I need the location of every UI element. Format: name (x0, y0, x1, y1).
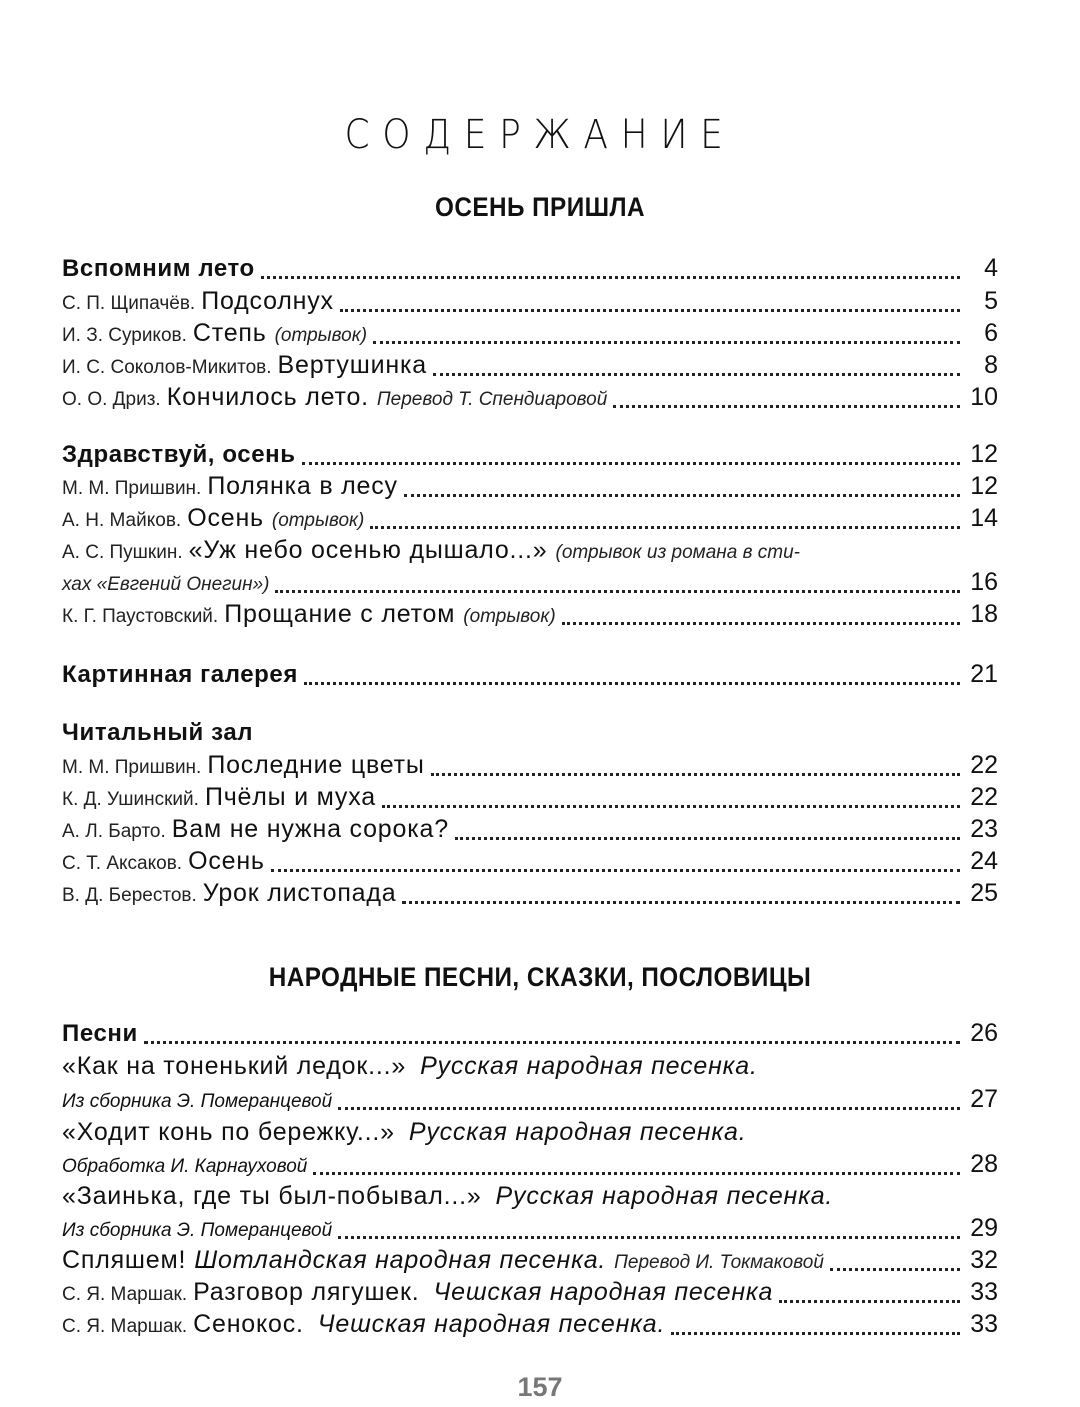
page-ref: 4 (984, 254, 998, 282)
page-ref: 22 (970, 751, 998, 779)
entry-title: Осень (187, 504, 264, 532)
page-ref: 10 (970, 383, 998, 411)
group-heading: Песни (62, 1020, 138, 1047)
page-ref: 22 (970, 783, 998, 811)
toc-entry[interactable] (62, 1118, 998, 1150)
toc-entry[interactable] (62, 815, 998, 847)
page-ref: 33 (970, 1310, 998, 1338)
entry-type: Русская народная песенка. (408, 1118, 747, 1146)
dot-leader (144, 1040, 960, 1044)
entry-note: Перевод Т. Спендиаровой (376, 389, 608, 410)
group-heading: Картинная галерея (62, 661, 298, 688)
dot-leader (562, 621, 960, 625)
page-ref: 33 (970, 1278, 998, 1306)
entry-title: Вертушинка (277, 351, 427, 379)
toc-entry[interactable] (62, 600, 998, 632)
toc-entry[interactable] (62, 319, 998, 351)
group-heading: Читальный зал (62, 719, 254, 746)
page-ref: 14 (970, 504, 998, 532)
entry-author: С. Т. Аксаков. (62, 853, 183, 874)
page-ref: 25 (970, 879, 998, 907)
dot-leader (261, 275, 960, 279)
entry-author: С. П. Щипачёв. (62, 293, 196, 314)
toc-entry-source[interactable] (62, 1085, 998, 1117)
dot-leader (313, 1171, 960, 1175)
page-ref: 23 (970, 815, 998, 843)
toc-heading-reading-room[interactable] (62, 719, 998, 751)
entry-title: Вам не нужна сорока? (171, 815, 449, 843)
entry-title: «Заинька, где ты был-побывал...» (62, 1182, 482, 1210)
entry-type: Шотландская народная песенка. (194, 1246, 607, 1274)
page-ref: 12 (970, 472, 998, 500)
entry-author: С. Я. Маршак. (62, 1284, 188, 1305)
entry-title: Спляшем! (62, 1246, 187, 1274)
entry-author: А. С. Пушкин. (62, 542, 183, 563)
toc-heading-picture-gallery[interactable] (62, 660, 998, 692)
dot-leader (373, 340, 960, 344)
dot-leader (431, 772, 960, 776)
toc-heading-songs[interactable] (62, 1019, 998, 1051)
page-title: СОДЕРЖАНИЕ (344, 112, 736, 158)
entry-title: Осень (188, 847, 265, 875)
toc-entry[interactable] (62, 472, 998, 504)
toc-entry-source[interactable] (62, 1214, 998, 1246)
toc-entry[interactable] (62, 1278, 998, 1310)
entry-author: С. Я. Маршак. (62, 1316, 188, 1337)
toc-heading-hello-autumn[interactable] (62, 440, 998, 472)
entry-title: Прощание с летом (224, 600, 456, 628)
page-ref: 18 (970, 600, 998, 628)
dot-leader (382, 804, 960, 808)
entry-type: Чешская народная песенка (433, 1278, 774, 1306)
toc-entry[interactable] (62, 879, 998, 911)
entry-author: И. З. Суриков. (62, 325, 187, 346)
dot-leader (304, 681, 960, 685)
page-ref: 6 (984, 319, 998, 347)
dot-leader (340, 308, 960, 312)
page-ref: 12 (970, 440, 998, 468)
page-ref: 5 (984, 287, 998, 315)
dot-leader (404, 493, 960, 497)
entry-author: М. М. Пришвин. (62, 757, 202, 778)
dot-leader (338, 1235, 960, 1239)
entry-title: «Уж небо осенью дышало...» (188, 536, 548, 564)
toc-entry[interactable] (62, 536, 998, 568)
entry-author: К. Г. Паустовский. (62, 606, 219, 627)
entry-title: Подсолнух (201, 287, 334, 315)
dot-leader (302, 461, 960, 465)
toc-entry[interactable] (62, 783, 998, 815)
toc-entry[interactable] (62, 287, 998, 319)
dot-leader (455, 836, 960, 840)
entry-type: Русская народная песенка. (495, 1182, 834, 1210)
page-ref: 32 (970, 1246, 998, 1274)
page-ref: 27 (970, 1085, 998, 1113)
toc-entry[interactable] (62, 1052, 998, 1084)
entry-title: Кончилось лето. (166, 383, 369, 411)
entry-title: Разговор лягушек. (193, 1278, 420, 1306)
entry-title: Урок листопада (202, 879, 397, 907)
entry-author: К. Д. Ушинский. (62, 789, 199, 810)
entry-note: Перевод И. Токмаковой (614, 1252, 824, 1273)
dot-leader (271, 868, 960, 872)
toc-entry[interactable] (62, 1310, 998, 1342)
entry-author: М. М. Пришвин. (62, 478, 202, 499)
group-heading: Здравствуй, осень (62, 441, 296, 468)
toc-entry[interactable] (62, 383, 998, 415)
entry-type: Русская народная песенка. (420, 1052, 758, 1080)
toc-heading-remember-summer[interactable] (62, 254, 998, 286)
section-title-autumn: ОСЕНЬ ПРИШЛА (435, 192, 645, 222)
dot-leader (402, 900, 960, 904)
page-ref: 16 (970, 568, 998, 596)
entry-title: «Как на тоненький ледок...» (62, 1052, 407, 1080)
entry-type: Чешская народная песенка. (317, 1310, 666, 1338)
toc-entry-source[interactable] (62, 1150, 998, 1182)
dot-leader (671, 1331, 960, 1335)
entry-note: (отрывок) (463, 606, 556, 627)
dot-leader (830, 1267, 960, 1271)
page-ref: 21 (970, 660, 998, 688)
entry-source: Из сборника Э. Померанцевой (62, 1220, 333, 1241)
page-ref: 26 (970, 1019, 998, 1047)
toc-entry-continuation[interactable] (62, 568, 998, 600)
toc-entry[interactable] (62, 1246, 998, 1278)
toc-entry[interactable] (62, 751, 998, 783)
dot-leader (275, 589, 960, 593)
entry-title: «Ходит конь по бережку...» (62, 1118, 395, 1146)
toc-entry[interactable] (62, 1182, 998, 1214)
entry-author: И. С. Соколов-Микитов. (62, 357, 272, 378)
entry-author: А. Н. Майков. (62, 510, 182, 531)
entry-author: А. Л. Барто. (62, 821, 166, 842)
entry-source: Из сборника Э. Померанцевой (62, 1091, 333, 1112)
entry-note: (отрывок) (274, 325, 368, 346)
entry-note-continued: хах «Евгений Онегин») (62, 574, 270, 595)
group-heading: Вспомним лето (62, 255, 255, 282)
dot-leader (338, 1106, 960, 1110)
toc-entry[interactable] (62, 847, 998, 879)
toc-entry[interactable] (62, 504, 998, 536)
entry-note: (отрывок из романа в сти- (555, 542, 800, 563)
entry-source: Обработка И. Карнауховой (62, 1156, 308, 1177)
entry-title: Последние цветы (207, 751, 425, 779)
page-ref: 8 (984, 351, 998, 379)
entry-title: Полянка в лесу (207, 472, 398, 500)
entry-title: Степь (192, 319, 267, 347)
dot-leader (613, 404, 960, 408)
toc-entry[interactable] (62, 351, 998, 383)
entry-note: (отрывок) (271, 510, 365, 531)
dot-leader (370, 525, 960, 529)
page-ref: 24 (970, 847, 998, 875)
section-title-folk: НАРОДНЫЕ ПЕСНИ, СКАЗКИ, ПОСЛОВИЦЫ (268, 962, 812, 992)
page-ref: 28 (970, 1150, 998, 1178)
page-number: 157 (517, 1372, 563, 1402)
dot-leader (433, 372, 960, 376)
page-ref: 29 (970, 1214, 998, 1242)
entry-author: В. Д. Берестов. (62, 885, 197, 906)
entry-author: О. О. Дриз. (62, 389, 161, 410)
entry-title: Пчёлы и муха (204, 783, 376, 811)
entry-title: Сенокос. (193, 1310, 304, 1338)
dot-leader (779, 1299, 960, 1303)
